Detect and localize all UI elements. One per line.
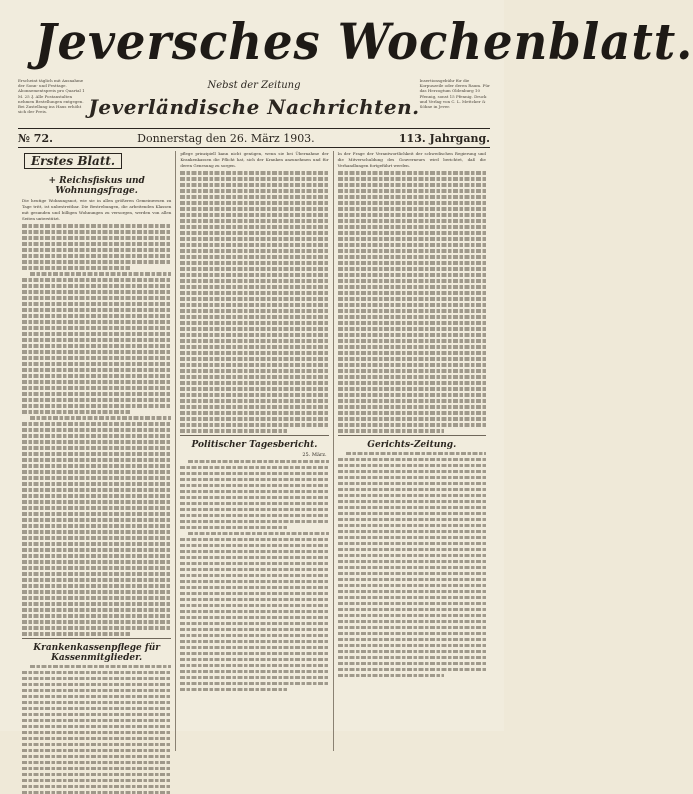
column-3 (333, 151, 490, 751)
issue-date: Donnerstag den 26. März 1903. (137, 132, 315, 145)
article-title: + Reichsfiskus und Wohnungsfrage. (22, 176, 171, 196)
volume-year: 113. Jahrgang. (399, 132, 490, 145)
article-body-lines (22, 224, 171, 636)
dateline (18, 128, 490, 148)
columns (18, 151, 490, 751)
motto: Nebst der Zeitung (88, 80, 419, 91)
subhead (18, 78, 490, 126)
column-3-text: In der Frage der Verantwortlichkeit der schwedischen Regierung und die Mitverschuldung des Gouverneurs wird berichtet, daß die Verhandlungen fortgeführt werden. (338, 151, 486, 169)
issue-number: № 72. (18, 132, 53, 145)
politics-date: 25. März. (180, 452, 326, 458)
column-1 (18, 151, 175, 751)
politics-lines (180, 460, 328, 692)
article-2-lines (22, 665, 171, 794)
politics-heading: Politischer Tagesbericht. (180, 440, 328, 450)
column-2-text: pflege prinzipiell kann nicht genügen, wenn sie bei Übernahme der Krankenkassen die Pflicht hat, sich der Kranken anzunehmen und für deren Genesung zu sorgen. (180, 151, 328, 169)
column-2 (175, 151, 332, 751)
subscription-info: Erscheint täglich mit Ausnahme der Sonn- und Festtage. Abonnementspreis pro Quartal 1 M. 25 ₰. Alle Postanstalten nehmen Bestellungen entgegen. Bei Zustellung ins Haus erhöht sich der Preis. (18, 78, 88, 124)
column-3-lines (338, 171, 486, 433)
secondary-title: Jeverländische Nachrichten. (88, 95, 419, 119)
masthead-title: Jeversches Wochenblatt. (35, 10, 474, 76)
article-body: Die heutige Wohnungsnot, wie sie in allen größeren Gemeinwesen zu Tage tritt, ist unbestreitbar. Die Bestrebungen, die arbeitenden Klassen mit gesunden und billigen Wohnungen zu versorgen, werden von allen Seiten unterstützt. (22, 198, 171, 222)
court-news-heading: Gerichts-Zeitung. (338, 440, 486, 450)
subhead-center (88, 78, 419, 119)
advertising-info: Insertionsgebühr für die Korpuszeile oder deren Raum. Für das Herzogtum Oldenburg 10 Pfennig, sonst 15 Pfennig. Druck und Verlag von C. L. Mettcker & Söhne in Jever. (420, 78, 490, 124)
column-2-lines (180, 171, 328, 433)
court-news-lines (338, 452, 486, 678)
article-title-2: Krankenkassenpflege für Kassenmitglieder. (22, 643, 171, 663)
first-sheet-heading: Erstes Blatt. (24, 153, 122, 169)
